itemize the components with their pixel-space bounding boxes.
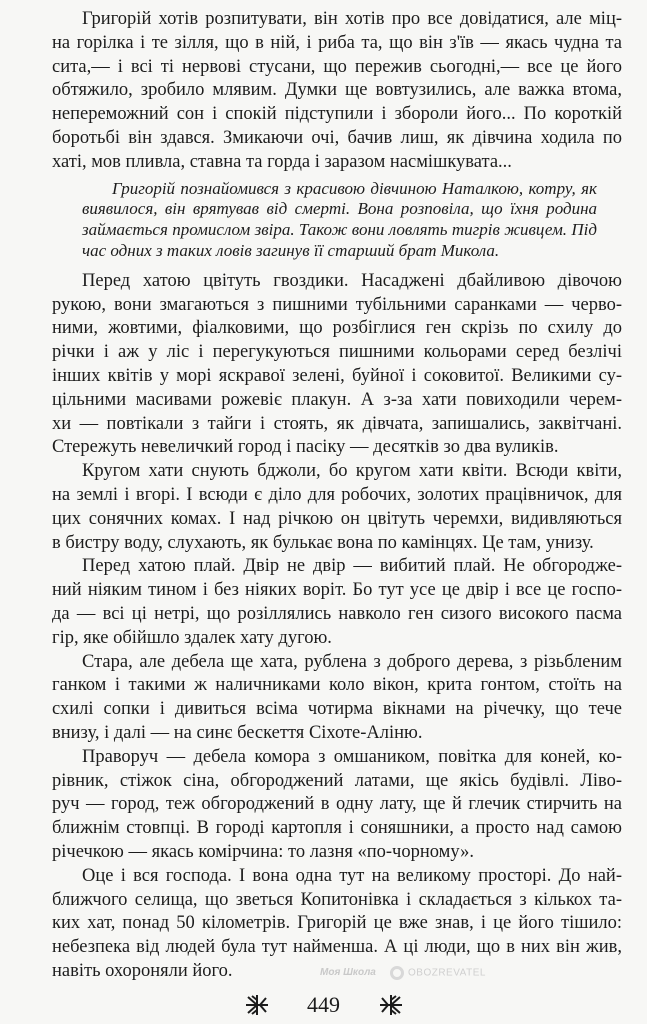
page-footer bbox=[0, 990, 647, 1018]
paragraph-line: да — всі ці нетрі, що розіллялись навколо ген сизого високого пасма bbox=[52, 604, 622, 624]
paragraph-line: ближчого селища, що зветься Копитонівка і складається з кількох та- bbox=[52, 889, 622, 910]
paragraph-line: Праворуч — дебела комора з омшаником, повітка для коней, ко- bbox=[82, 746, 622, 767]
paragraph-line: навіть охороняли його. bbox=[52, 961, 233, 981]
paragraph-line: цільними масивами рожевіє плакун. А з-за хати повиходили черем- bbox=[52, 389, 622, 410]
paragraph-line: руч — город, теж обгороджений в одну лату, ще й глечик стирчить на bbox=[52, 794, 622, 815]
paragraph-line: Оце і вся господа. І вона одна тут на великому просторі. До най- bbox=[82, 865, 622, 886]
paragraph-line: інших квітів у морі яскравої зелені, буйної і соковитої. Великими су- bbox=[52, 366, 622, 386]
paragraph-line: сита,— і всі ті нервові стусани, що пережив сьогодні,— все це його bbox=[52, 56, 622, 77]
paragraph-line: боротьбі він здався. Змикаючи очі, бачив лиш, як дівчина ходила по bbox=[52, 128, 622, 148]
paragraph-line: на землі і вгорі. І всюди є діло для робочих, золотих працівничок, для bbox=[52, 485, 622, 505]
paragraph-line: Перед хатою плай. Двір не двір — вибитий плай. Не обгородже- bbox=[82, 556, 622, 577]
paragraph-line: Стережуть невеличкий город і пасіку — десятків зо два вуликів. bbox=[52, 437, 559, 458]
summary-line: Григорій познайомився з красивою дівчиною Наталкою, котру, як bbox=[112, 178, 597, 198]
paragraph-line: небезпека від людей була тут найменша. А ці люди, що в них він жив, bbox=[52, 937, 622, 958]
paragraph-line: внизу, і далі — на синє бескеття Сіхоте-Аліню. bbox=[52, 723, 423, 743]
summary-line: займається промислом звіра. Також вони ловлять тигрів живцем. Під bbox=[82, 220, 597, 240]
paragraph-line: ний ніяким тином і без ніяких воріт. Бо тут усе це двір і все це госпо- bbox=[52, 580, 622, 601]
summary-line: виявилося, він врятував від смерті. Вона розповіла, що їхня родина bbox=[82, 199, 597, 219]
paragraph-line: ганком і такими ж наличниками коло вікон, крита гонтом, стоїть на bbox=[52, 675, 622, 696]
paragraph-line: на горілка і те зілля, що в ній, і риба та, що він з'їв — якась чудна та bbox=[52, 32, 622, 53]
paragraph-line: ких хат, понад 50 кілометрів. Григорій це вже знав, і це його тішило: bbox=[52, 913, 622, 934]
paragraph-line: цих сонячних комах. І над річкою он цвітуть черемхи, видивляються bbox=[52, 508, 622, 529]
paragraph-line: річечкою — якась комірчина: то лазня «по-чорному». bbox=[52, 842, 474, 862]
paragraph-line: гір, яке обійшло здалек хату дугою. bbox=[52, 627, 332, 648]
paragraph-line: рукою, вони змагаються з пишними тубільними саранками — черво- bbox=[52, 294, 622, 315]
paragraph-line: Григорій хотів розпитувати, він хотів про все довідатися, але міц- bbox=[82, 9, 622, 29]
paragraph-line: хаті, мов пливла, ставна та горда і заразом насмішкувата... bbox=[52, 151, 512, 172]
page-number: 449 bbox=[307, 991, 340, 1017]
watermark-school: Моя Школа bbox=[320, 967, 376, 978]
paragraph-line: хи — повтікали з тайги і стоять, як дівчата, запишались, заквітчані. bbox=[52, 413, 622, 434]
ornament-right-icon bbox=[376, 993, 406, 1017]
paragraph-line: Стара, але дебела ще хата, рублена з доброго дерева, з різьбленим bbox=[82, 651, 622, 672]
paragraph-line: ними, жовтими, фіалковими, що розбіглися ген скрізь по схилу до bbox=[52, 318, 622, 339]
paragraph-line: рівник, стіжок сіна, обгороджений латами, ще якісь будівлі. Ліво- bbox=[52, 770, 622, 791]
paragraph-line: непереможний сон і спокій підступили і зборoли його... По короткій bbox=[52, 104, 622, 125]
ornament-left-icon bbox=[242, 993, 272, 1017]
paragraph-line: в бистру воду, слухають, як булькає вона по камінцях. Це там, унизу. bbox=[52, 532, 594, 553]
watermark-oboz: OBOZREVATEL bbox=[390, 966, 486, 981]
paragraph-line: схилі сопки і дивиться всіма чотирма вікнами на річечку, що тече bbox=[52, 699, 622, 720]
paragraph-line: ближнім стовпці. В городі картопля і соняшники, а просто над самою bbox=[52, 818, 622, 839]
paragraph-line: річки і аж у ліс і перегукуються пишними кольорами серед безлічі bbox=[52, 342, 622, 363]
paragraph-line: Кругом хати снують бджоли, бо кругом хати квіти. Всюди квіти, bbox=[82, 461, 622, 482]
paragraph-line: обтяжило, зробило млявим. Думки ще вовтузились, але важка втома, bbox=[52, 80, 622, 101]
paragraph-line: Перед хатою цвітуть гвоздики. Насаджені дбайливою дівочою bbox=[82, 270, 622, 291]
summary-line: час одних з таких ловів загинув її старший брат Микола. bbox=[82, 241, 500, 260]
